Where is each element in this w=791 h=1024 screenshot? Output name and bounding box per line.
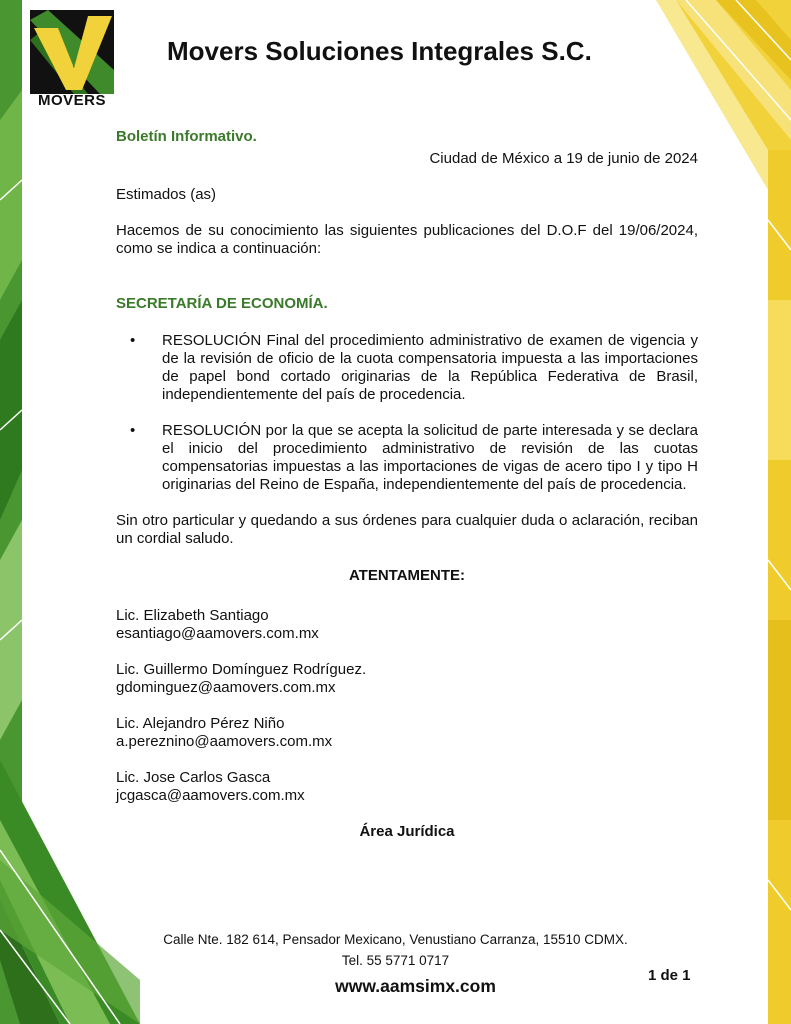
document-body [116, 128, 698, 841]
signatory-name: Lic. Jose Carlos Gasca [116, 769, 271, 786]
signatories [116, 607, 698, 805]
document-date: Ciudad de México a 19 de junio de 2024 [429, 150, 698, 167]
signatory [116, 661, 698, 697]
website-link[interactable]: www.aamsimx.com [335, 976, 496, 996]
logo-text: MOVERS [37, 92, 106, 109]
page-number: 1 de 1 [648, 967, 691, 984]
footer-address: Calle Nte. 182 614, Pensador Mexicano, Venustiano Carranza, 15510 CDMX. [163, 932, 628, 947]
list-item [116, 422, 698, 494]
signatory-name: Lic. Guillermo Domínguez Rodríguez. [116, 661, 367, 678]
signatory-email[interactable]: gdominguez@aamovers.com.mx [116, 679, 336, 696]
bulletin-title: Boletín Informativo. [116, 128, 257, 145]
signatory-email[interactable]: esantiago@aamovers.com.mx [116, 625, 319, 642]
list-item-text: RESOLUCIÓN Final del procedimiento administrativo de examen de vigencia y de la revisión de oficio de la cuota compensatoria impuesta a las importaciones de papel bond cortado originarias de la República Federativa de Brasil, independientemente del país de procedencia. [162, 332, 698, 403]
signatory [116, 769, 698, 805]
bullet-icon: • [130, 422, 136, 439]
section-heading: SECRETARÍA DE ECONOMÍA. [116, 295, 328, 312]
signatory-email[interactable]: a.pereznino@aamovers.com.mx [116, 733, 333, 750]
intro-paragraph: Hacemos de su conocimiento las siguientes publicaciones del D.O.F del 19/06/2024, como se indica a continuación: [116, 222, 698, 257]
list-item [116, 332, 698, 404]
footer-phone: Tel. 55 5771 0717 [341, 953, 450, 968]
publication-list [116, 332, 698, 494]
movers-logo [30, 10, 114, 108]
bullet-icon: • [130, 332, 136, 349]
list-item-text: RESOLUCIÓN por la que se acepta la solicitud de parte interesada y se declara el inicio del procedimiento administrativo de revisión de las cuotas compensatorias impuestas a las importaciones de vigas de acero tipo I y tipo H originarias del Reino de España, independientemente del país de procedencia. [162, 422, 698, 493]
signatory [116, 715, 698, 751]
logo-mark [30, 10, 114, 94]
company-name: Movers Soluciones Integrales S.C. [167, 36, 592, 66]
atentamente-heading: ATENTAMENTE: [348, 567, 466, 584]
greeting: Estimados (as) [116, 186, 217, 203]
signatory-email[interactable]: jcgasca@aamovers.com.mx [116, 787, 305, 804]
area-juridica: Área Jurídica [359, 823, 455, 840]
logo-v-icon [30, 10, 114, 94]
signatory-name: Lic. Alejandro Pérez Niño [116, 715, 285, 732]
closing-paragraph: Sin otro particular y quedando a sus órdenes para cualquier duda o aclaración, reciban un cordial saludo. [116, 512, 698, 547]
signatory [116, 607, 698, 643]
signatory-name: Lic. Elizabeth Santiago [116, 607, 269, 624]
